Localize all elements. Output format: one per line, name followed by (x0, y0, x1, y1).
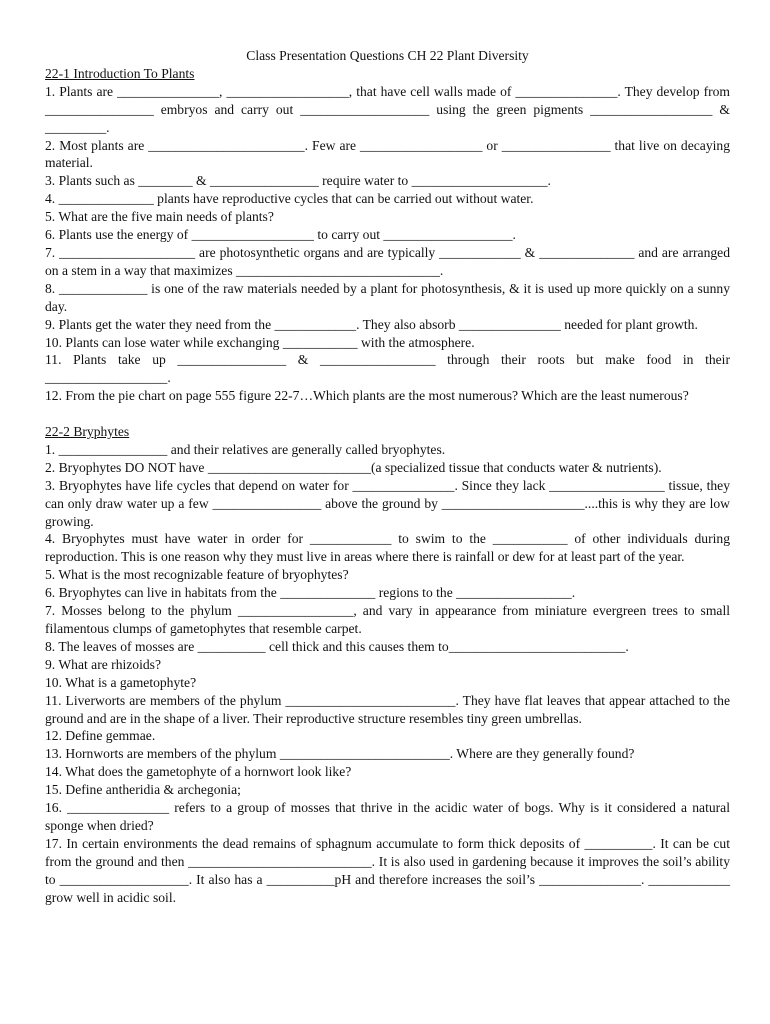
question-item: 17. In certain environments the dead remains of sphagnum accumulate to form thick deposits of __________. It can be cut from the ground and then ___________________________. It is also used in gardening because it improves the soil’s ability to ___________________. It also has a __________pH and therefore increases the soil’s _______________. ____________ grow well in acidic soil. (45, 835, 730, 905)
page-title: Class Presentation Questions CH 22 Plant Diversity (246, 48, 529, 63)
question-item: 16. _______________ refers to a group of mosses that thrive in the acidic water of bogs. Why is it considered a natural sponge when dried? (45, 800, 730, 833)
question-item: 2. Most plants are _______________________. Few are __________________ or ________________ that live on decaying material. (45, 137, 730, 171)
question-item: 9. Plants get the water they need from the ____________. They also absorb _______________ needed for plant growth. (45, 316, 698, 332)
question-item: 7. ____________________ are photosynthetic organs and are typically ____________ & ______________ and are arranged on a stem in a way that maximizes ______________________________. (45, 244, 730, 278)
question-item: 2. Bryophytes DO NOT have ________________________(a specialized tissue that conducts water & nutrients). (45, 459, 662, 475)
question-item: 9. What are rhizoids? (45, 656, 162, 672)
question-item: 15. Define antheridia & archegonia; (45, 782, 241, 798)
question-item: 4. ______________ plants have reproductive cycles that can be carried out without water. (45, 191, 534, 207)
section-heading: 22-2 Bryphytes (45, 424, 130, 440)
question-item: 10. Plants can lose water while exchanging ___________ with the atmosphere. (45, 334, 475, 350)
question-item: 3. Bryophytes have life cycles that depend on water for _______________. Since they lack _________________ tissue, they can only draw water up a few ________________ above the ground by _____________________....this is why they are low growing. (45, 477, 730, 529)
question-item: 5. What are the five main needs of plants? (45, 209, 274, 225)
section-22-2 (45, 423, 730, 906)
worksheet-page (45, 47, 730, 906)
section-22-1 (45, 65, 730, 405)
question-item: 8. The leaves of mosses are __________ cell thick and this causes them to__________________________. (45, 638, 629, 654)
question-item: 8. _____________ is one of the raw materials needed by a plant for photosynthesis, & it is used up more quickly on a sunny day. (45, 280, 730, 314)
question-item: 6. Bryophytes can live in habitats from the ______________ regions to the _________________. (45, 585, 576, 601)
section-heading: 22-1 Introduction To Plants (45, 65, 195, 81)
question-item: 10. What is a gametophyte? (45, 674, 197, 690)
question-item: 11. Liverworts are members of the phylum _________________________. They have flat leaves that appear attached to the ground and are in the shape of a liver. Their reproductive structure resembles tiny green umbrellas. (45, 692, 730, 726)
question-item: 12. Define gemmae. (45, 728, 156, 744)
question-item: 11. Plants take up ________________ & _________________ through their roots but make food in their __________________. (45, 352, 730, 386)
question-item: 13. Hornworts are members of the phylum _________________________. Where are they generally found? (45, 746, 635, 762)
question-item: 1. ________________ and their relatives are generally called bryophytes. (45, 441, 446, 457)
section-spacer (45, 405, 730, 423)
question-item: 6. Plants use the energy of __________________ to carry out ___________________. (45, 227, 516, 243)
question-item: 4. Bryophytes must have water in order for ____________ to swim to the ___________ of other individuals during reproduction. This is one reason why they must live in areas where there is rainfall or dew for at least part of the year. (45, 531, 730, 565)
question-item: 5. What is the most recognizable feature of bryophytes? (45, 567, 349, 583)
question-item: 3. Plants such as ________ & ________________ require water to ____________________. (45, 173, 551, 189)
question-item: 7. Mosses belong to the phylum _________________, and vary in appearance from miniature evergreen trees to small filamentous clumps of gametophytes that resemble carpet. (45, 603, 730, 636)
question-item: 1. Plants are _______________, __________________, that have cell walls made of _______________. They develop from ________________ embryos and carry out ___________________ using the green pigments __________________ & _________. (45, 83, 730, 135)
question-item: 14. What does the gametophyte of a hornwort look like? (45, 764, 352, 780)
question-item: 12. From the pie chart on page 555 figure 22-7…Which plants are the most numerous? Which are the least numerous? (45, 388, 689, 404)
